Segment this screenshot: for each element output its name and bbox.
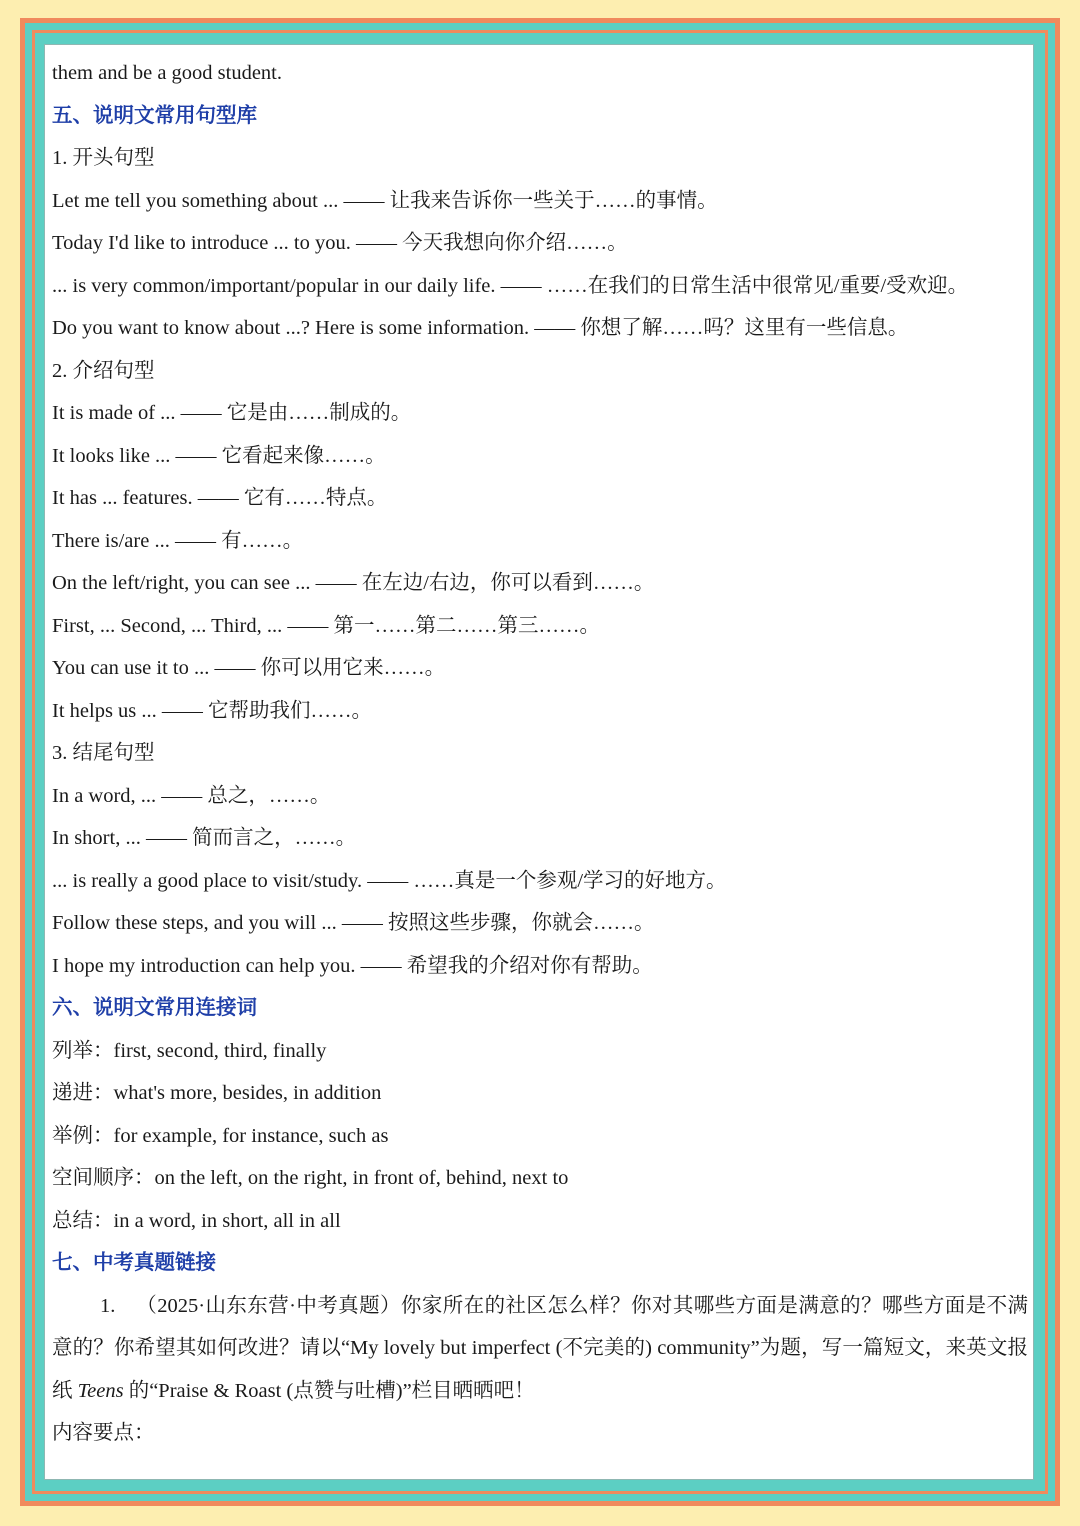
text-line: them and be a good student. (52, 62, 283, 84)
text-line: On the left/right, you can see ... —— 在左边/右边，你可以看到……。 (52, 572, 655, 594)
text-line: First, ... Second, ... Third, ... —— 第一……第二……第三……。 (52, 614, 600, 637)
text-line: It is made of ... —— 它是由……制成的。 (52, 402, 412, 424)
text-line: I hope my introduction can help you. —— 希望我的介绍对你有帮助。 (52, 954, 653, 977)
text-line: 空间顺序：on the left, on the right, in front of, behind, next to (52, 1167, 569, 1189)
question-number: 1. (100, 1294, 116, 1317)
text-line: 总结：in a word, in short, all in all (52, 1209, 341, 1232)
question-text-part1: （2025·山东东营·中考真题）你家所在的社区怎么样？你对其哪些方面是满意的？哪些方面是不满意的？你希望其如何改进？请以“My lovely but imperfect (不完美的) community”为题，写一篇短文，来英文报纸 (52, 1294, 1028, 1402)
question-paragraph (52, 1285, 1028, 1413)
text-line: It has ... features. —— 它有……特点。 (52, 487, 388, 509)
content-points-label: 内容要点： (52, 1422, 155, 1444)
section-heading: 七、中考真题链接 (52, 1252, 216, 1274)
section-heading: 五、说明文常用句型库 (52, 104, 257, 127)
text-line: ... is really a good place to visit/study. —— ……真是一个参观/学习的好地方。 (52, 869, 727, 892)
question-text-part2: 的“Praise & Roast (点赞与吐槽)”栏目晒晒吧！ (123, 1379, 535, 1402)
text-line: It helps us ... —— 它帮助我们……。 (52, 699, 373, 722)
text-line: Follow these steps, and you will ... —— 按照这些步骤，你就会……。 (52, 912, 655, 934)
text-line: Do you want to know about ...? Here is some information. —— 你想了解……吗？这里有一些信息。 (52, 317, 909, 339)
text-line: It looks like ... —— 它看起来像……。 (52, 444, 386, 467)
text-line: You can use it to ... —— 你可以用它来……。 (52, 657, 446, 679)
section-heading: 六、说明文常用连接词 (52, 997, 257, 1019)
text-line: 列举：first, second, third, finally (52, 1039, 327, 1062)
text-line: 1. 开头句型 (52, 147, 155, 169)
text-line: Today I'd like to introduce ... to you. —— 今天我想向你介绍……。 (52, 232, 628, 254)
question-newspaper-name: Teens (77, 1379, 124, 1402)
text-line: 3. 结尾句型 (52, 742, 155, 764)
document-content (52, 52, 1032, 1455)
text-line: In a word, ... —— 总之，……。 (52, 784, 331, 807)
text-line: 举例：for example, for instance, such as (52, 1124, 389, 1147)
text-line: Let me tell you something about ... —— 让我来告诉你一些关于……的事情。 (52, 189, 718, 212)
text-line: In short, ... —— 简而言之，……。 (52, 827, 357, 849)
text-line: There is/are ... —— 有……。 (52, 529, 304, 552)
text-line: 2. 介绍句型 (52, 359, 155, 382)
text-line: ... is very common/important/popular in our daily life. —— ……在我们的日常生活中很常见/重要/受欢迎。 (52, 274, 969, 297)
text-line: 递进：what's more, besides, in addition (52, 1082, 382, 1104)
text-lines (52, 52, 1032, 1285)
